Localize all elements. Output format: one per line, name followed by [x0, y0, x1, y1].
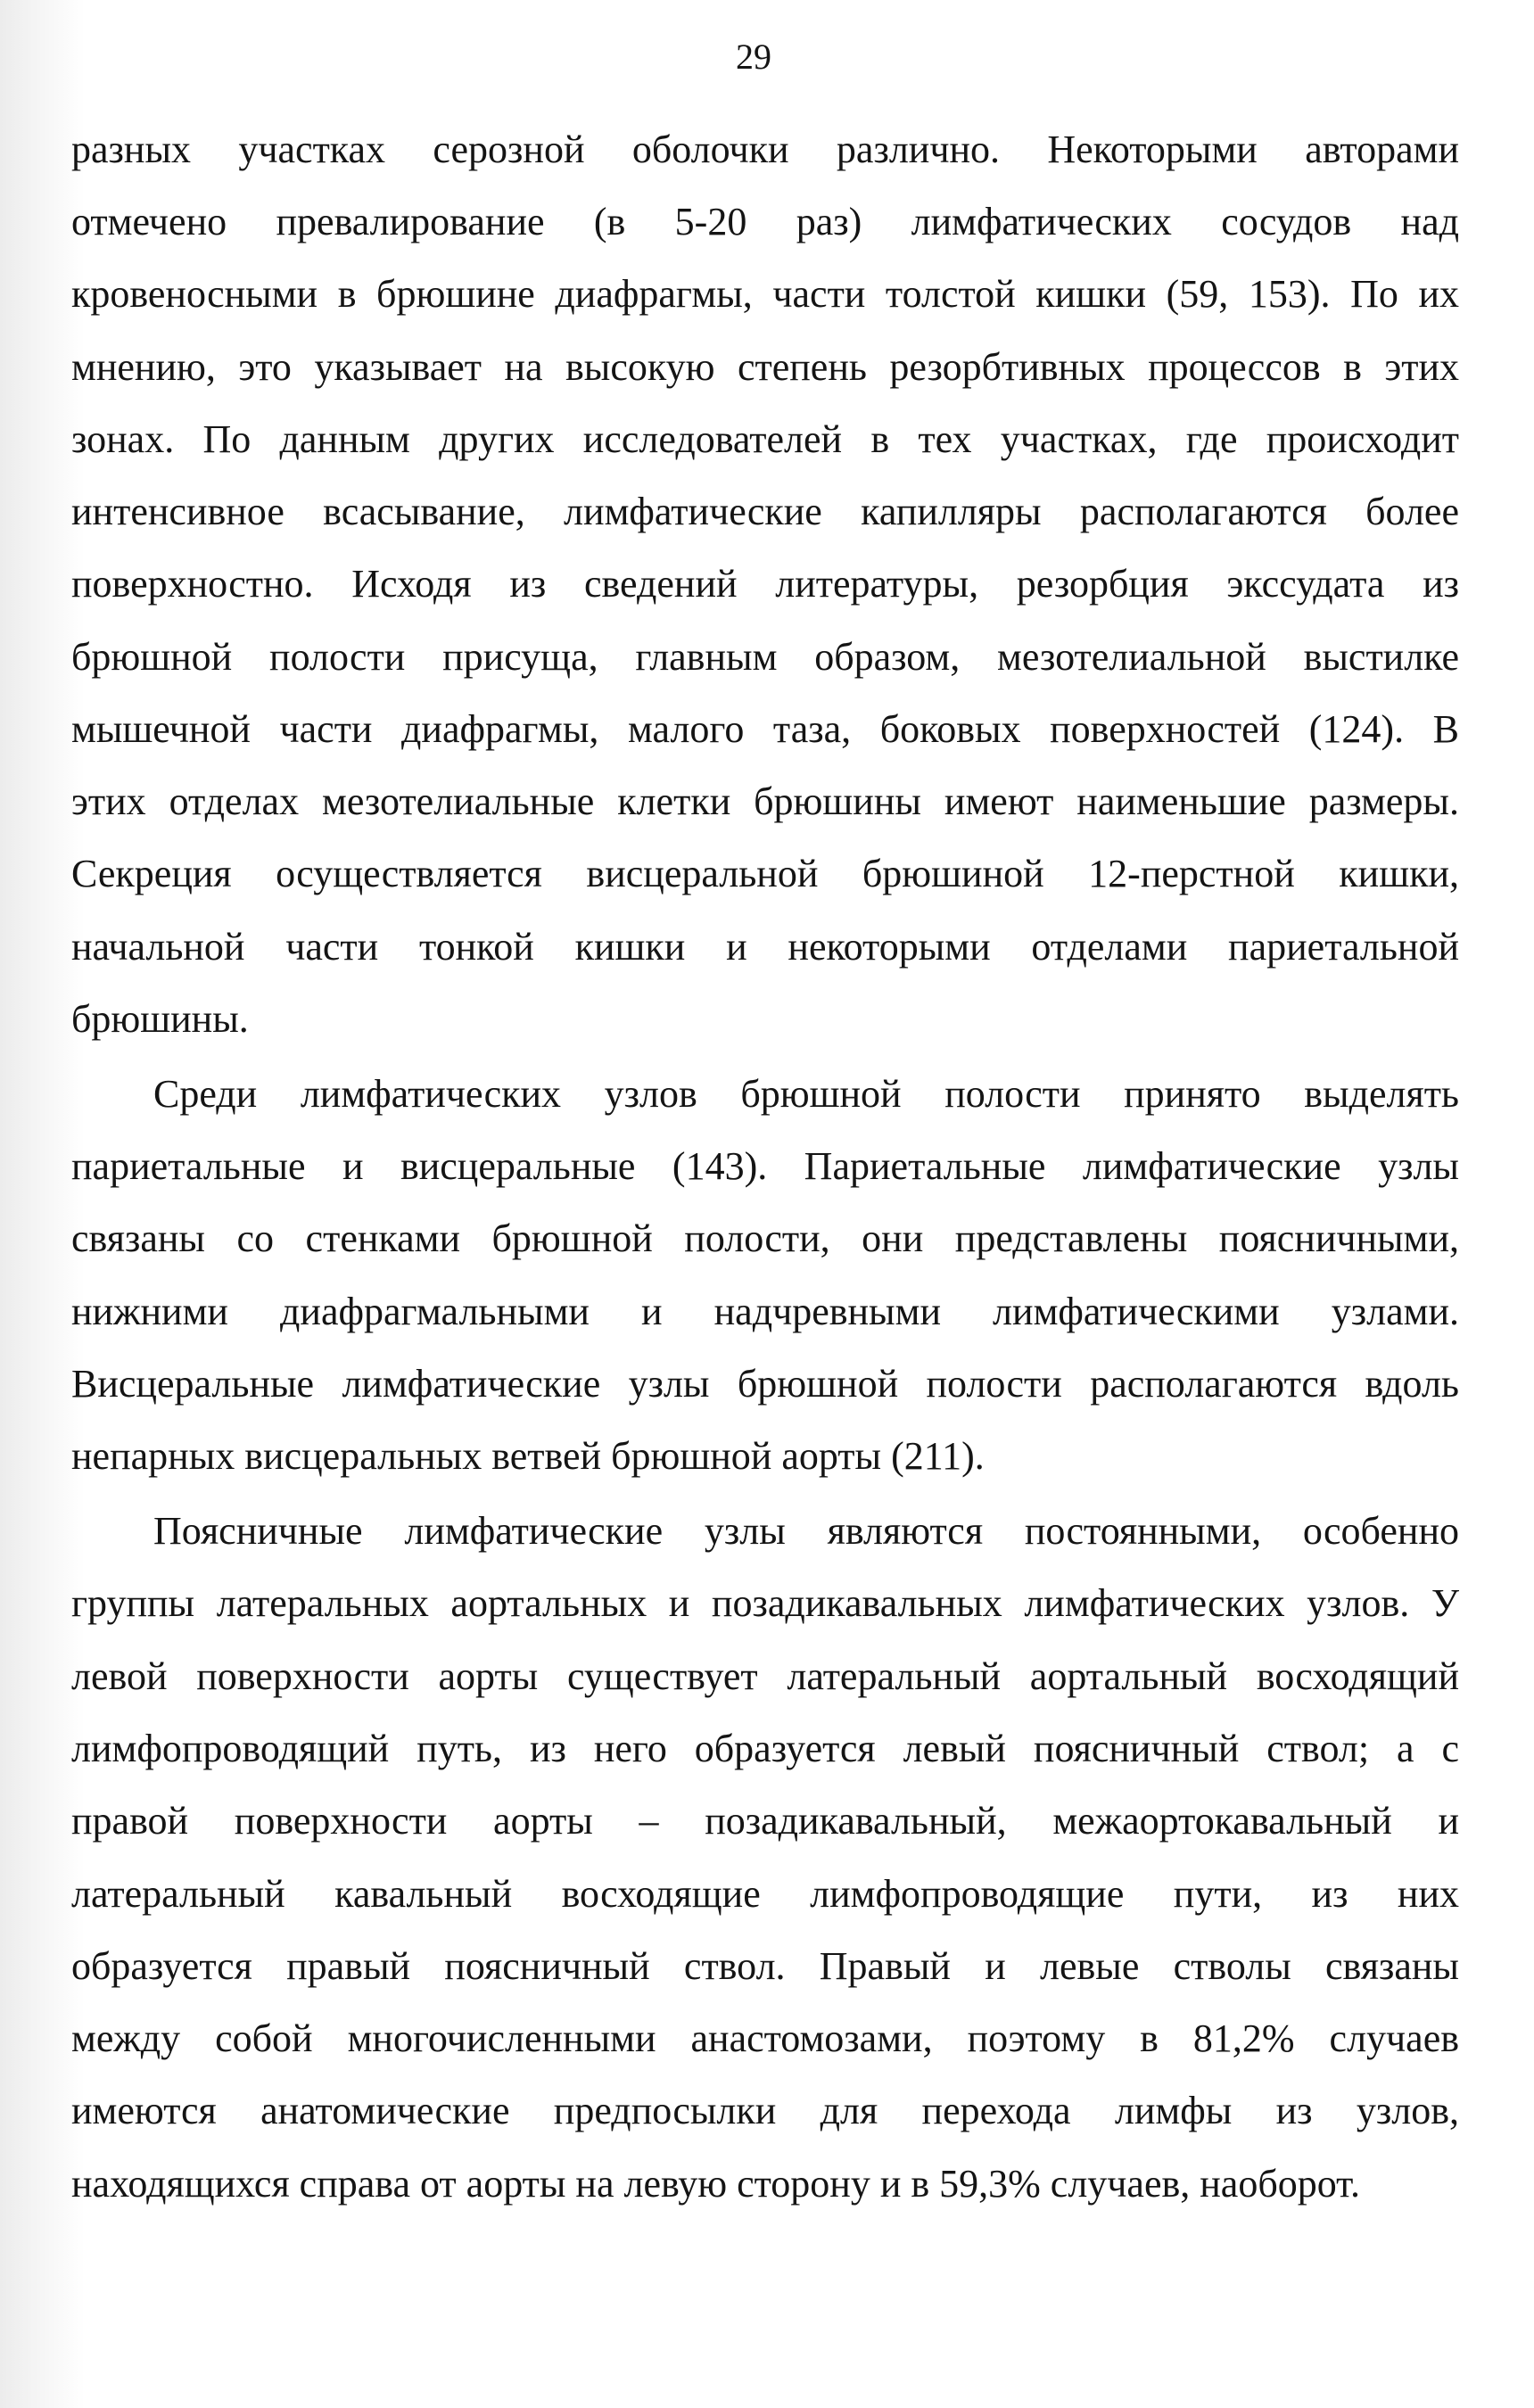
text-line: находящихся справа от аорты на левую сторону и в 59,3% случаев, наоборот.	[71, 2162, 1361, 2206]
text-line: непарных висцеральных ветвей брюшной аорты (211).	[71, 1434, 985, 1478]
text-line: начальной части тонкой кишки и некоторыми отделами париетальной	[71, 925, 1459, 969]
text-line: имеются анатомические предпосылки для перехода лимфы из узлов,	[71, 2089, 1459, 2132]
page-number: 29	[736, 37, 771, 77]
text-line: группы латеральных аортальных и позадикавальных лимфатических узлов. У	[71, 1581, 1459, 1625]
text-line: кровеносными в брюшине диафрагмы, части толстой кишки (59, 153). По их	[71, 272, 1459, 316]
text-line: латеральный кавальный восходящие лимфопроводящие пути, из них	[71, 1872, 1459, 1916]
text-line: Висцеральные лимфатические узлы брюшной полости располагаются вдоль	[71, 1362, 1459, 1406]
text-line: этих отделах мезотелиальные клетки брюшины имеют наименьшие размеры.	[71, 779, 1459, 823]
text-line: между собой многочисленными анастомозами, поэтому в 81,2% случаев	[71, 2016, 1459, 2060]
text-line: поверхностно. Исходя из сведений литературы, резорбция экссудата из	[71, 562, 1459, 606]
text-line: отмечено превалирование (в 5-20 раз) лимфатических сосудов над	[71, 200, 1459, 243]
text-line: брюшной полости присуща, главным образом, мезотелиальной выстилке	[71, 635, 1459, 679]
text-line: Секреция осуществляется висцеральной брюшиной 12-перстной кишки,	[71, 852, 1459, 895]
text-line: лимфопроводящий путь, из него образуется левый поясничный ствол; а с	[71, 1727, 1459, 1770]
text-line: мнению, это указывает на высокую степень резорбтивных процессов в этих	[71, 345, 1459, 389]
text-line: связаны со стенками брюшной полости, они представлены поясничными,	[71, 1216, 1459, 1260]
text-line: образуется правый поясничный ствол. Правый и левые стволы связаны	[71, 1944, 1459, 1988]
text-line: правой поверхности аорты – позадикавальный, межаортокавальный и	[71, 1799, 1459, 1843]
text-line: Среди лимфатических узлов брюшной полости принято выделять	[153, 1072, 1459, 1116]
text-line: Поясничные лимфатические узлы являются постоянными, особенно	[153, 1509, 1459, 1553]
text-line: брюшины.	[71, 997, 249, 1041]
text-line: интенсивное всасывание, лимфатические капилляры располагаются более	[71, 490, 1459, 533]
text-line: мышечной части диафрагмы, малого таза, боковых поверхностей (124). В	[71, 707, 1459, 751]
text-line: париетальные и висцеральные (143). Париетальные лимфатические узлы	[71, 1144, 1459, 1188]
text-line: нижними диафрагмальными и надчревными лимфатическими узлами.	[71, 1290, 1459, 1333]
text-line: разных участках серозной оболочки различно. Некоторыми авторами	[71, 128, 1459, 171]
text-line: зонах. По данным других исследователей в тех участках, где происходит	[71, 417, 1459, 461]
text-line: левой поверхности аорты существует латеральный аортальный восходящий	[71, 1654, 1459, 1698]
